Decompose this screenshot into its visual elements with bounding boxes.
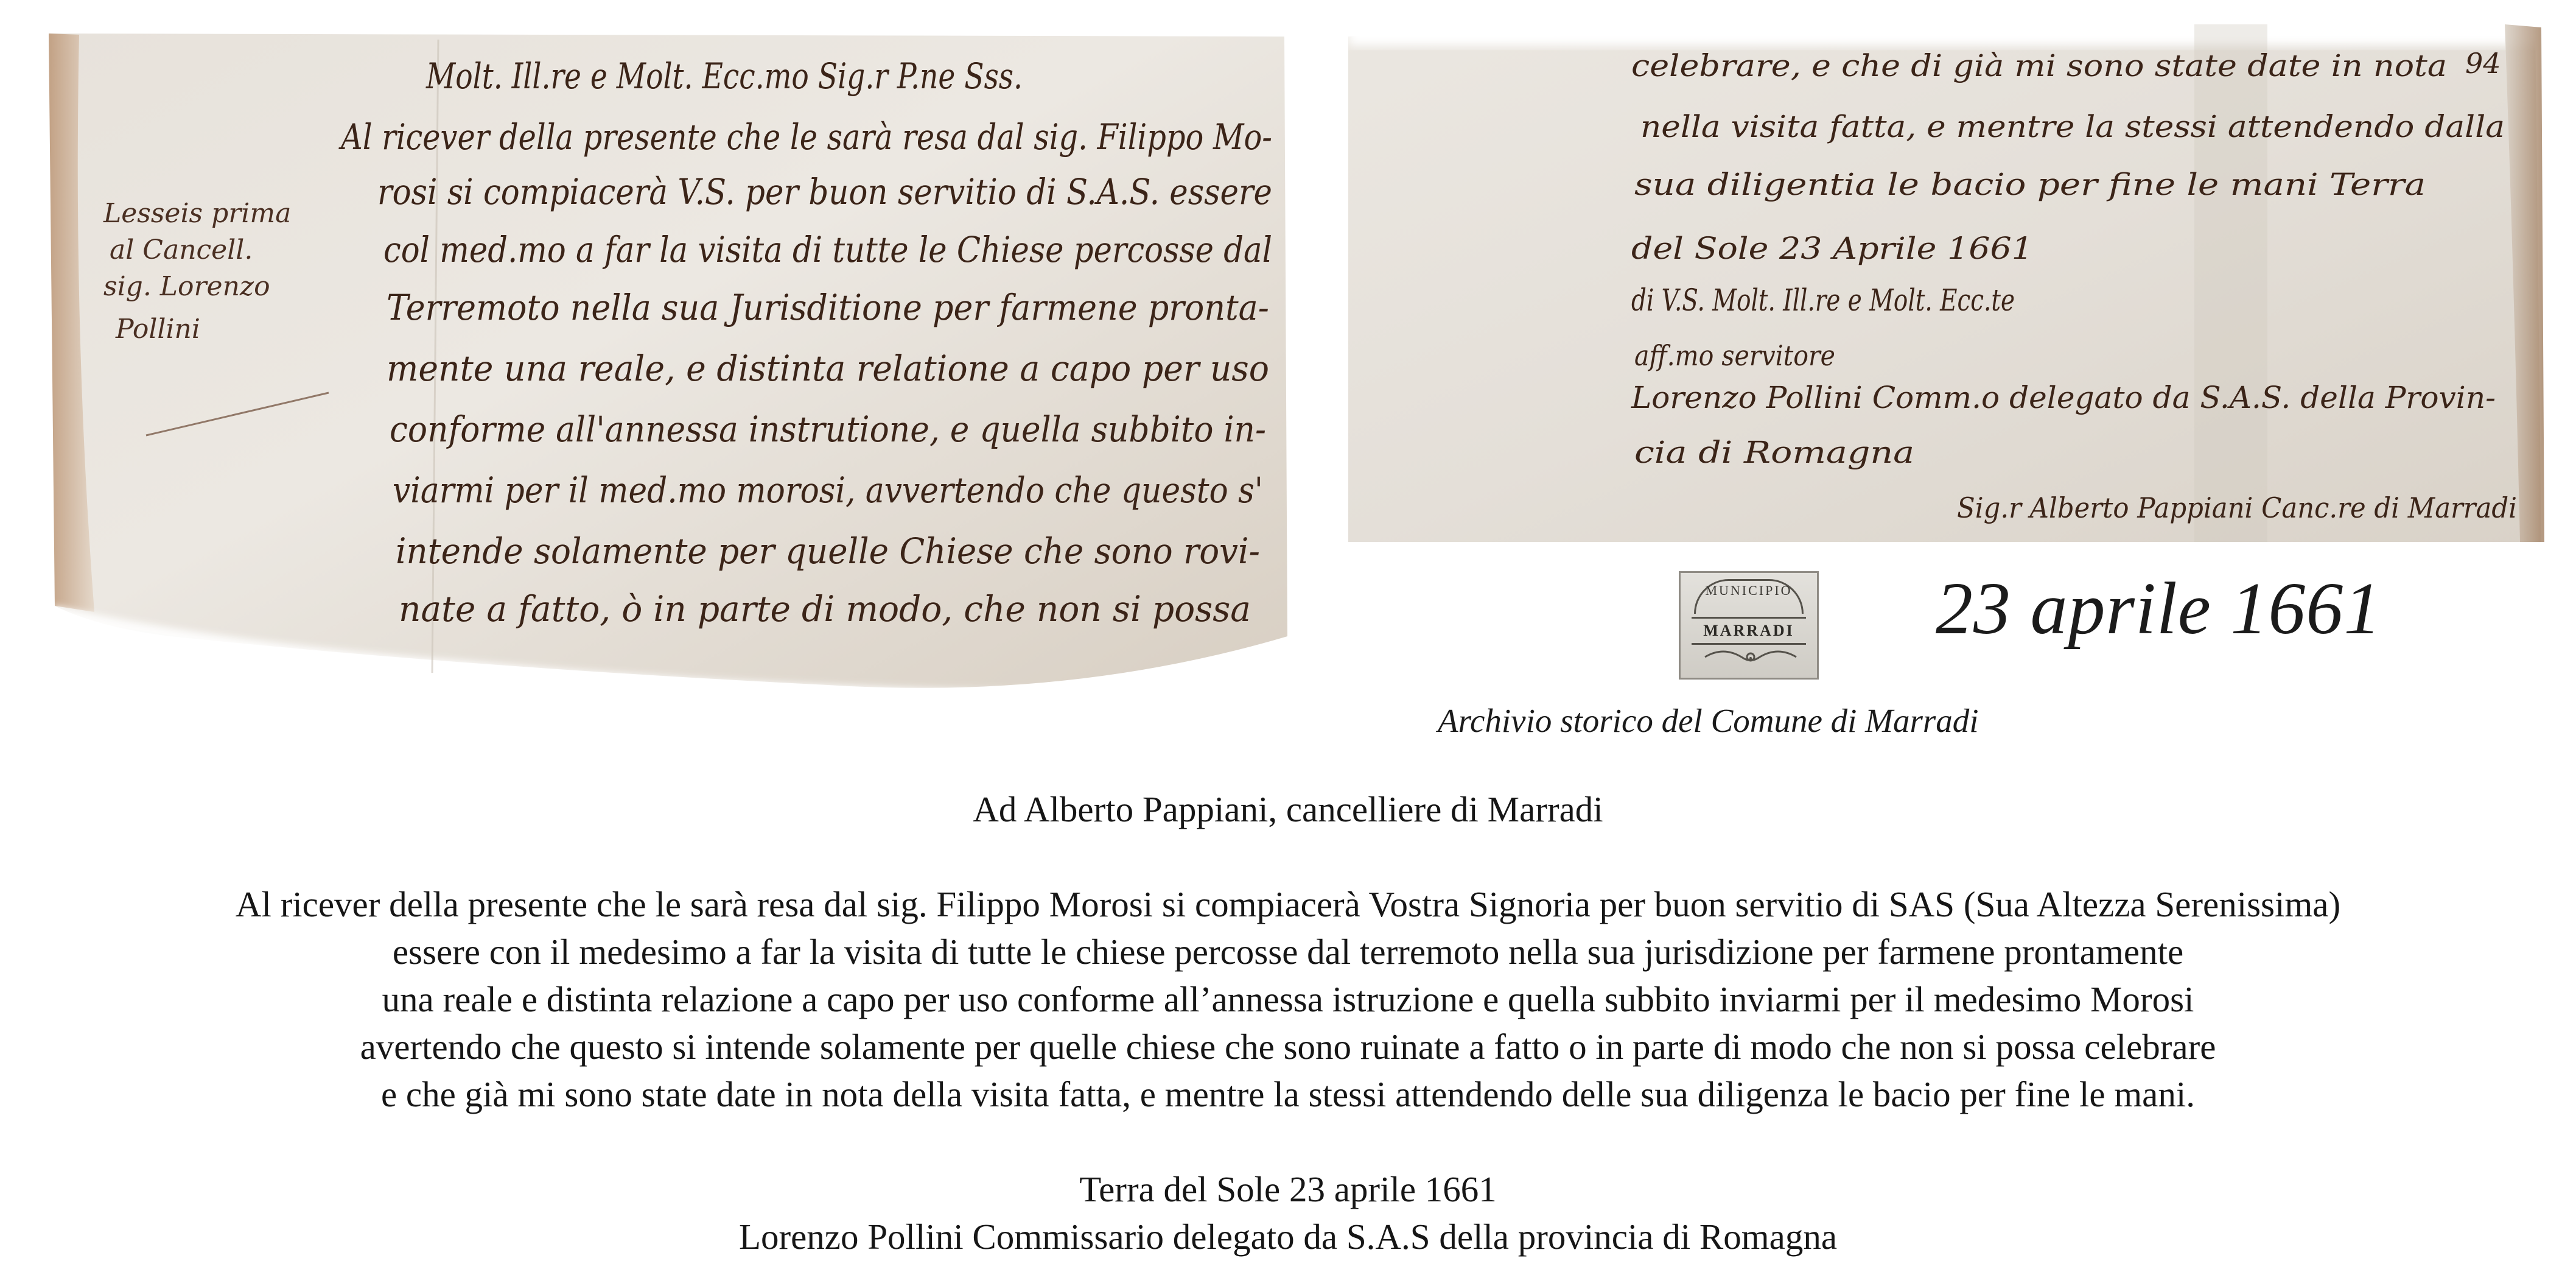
manuscript-right-line-4: del Sole 23 Aprile 1661 <box>1631 231 2033 266</box>
manuscript-left-line-1: Molt. Ill.re e Molt. Ecc.mo Sig.r P.ne Sss. <box>425 55 1023 97</box>
letter-body-line-2: essere con il medesimo a far la visita di tutte le chiese percosse dal terremoto nella sua jurisdizione per farmene prontamente <box>392 932 2184 972</box>
folio-number: 94 <box>2465 47 2501 80</box>
letter-transcription <box>0 785 2576 1260</box>
archive-caption: Archivio storico del Comune di Marradi <box>1438 702 1979 739</box>
letter-signature: Lorenzo Pollini Commissario delegato da S.A.S della provincia di Romagna <box>738 1217 1838 1257</box>
margin-note-line-4: Pollini <box>116 314 200 345</box>
manuscript-left-line-3: rosi si compiacerà V.S. per buon servitio di S.A.S. essere <box>377 171 1272 213</box>
margin-note-line-1: Lesseis prima <box>103 198 292 229</box>
letter-body-line-3: una reale e distinta relazione a capo per uso conforme all’annessa istruzione e quella subbito inviarmi per il medesimo Morosi <box>382 979 2194 1019</box>
manuscript-right-line-3: sua diligentia le bacio per fine le mani Terra <box>1634 167 2426 202</box>
margin-note-line-3: sig. Lorenzo <box>103 271 270 302</box>
manuscript-right-line-9: Sig.r Alberto Pappiani Canc.re di Marradi <box>1957 491 2517 524</box>
letter-body-line-4: avertendo che questo si intende solamente per quelle chiese che sono ruinate a fatto o in parte di modo che non si possa celebrare <box>360 1027 2216 1067</box>
manuscript-right-line-7: Lorenzo Pollini Comm.o delegato da S.A.S. della Provin- <box>1630 380 2496 415</box>
manuscript-left-line-9: intende solamente per quelle Chiese che sono rovi- <box>396 530 1260 572</box>
seal-ornament-icon <box>1681 645 1821 669</box>
margin-note-line-2: al Cancell. <box>110 234 253 265</box>
manuscript-right-line-2: nella visita fatta, e mentre la stessi attendendo dalla <box>1640 109 2505 144</box>
letter-body-line-5: e che già mi sono state date in nota della visita fatta, e mentre la stessi attendendo delle sua diligenza le bacio per fine le mani. <box>380 1074 2196 1114</box>
marradi-municipio-seal <box>1679 571 1819 680</box>
date-heading: 23 aprile 1661 <box>1936 567 2382 650</box>
manuscript-left-line-2: Al ricever della presente che le sarà resa dal sig. Filippo Mo- <box>338 116 1272 158</box>
manuscript-left-line-6: mente una reale, e distinta relatione a capo per uso <box>387 348 1269 389</box>
manuscript-left-image <box>37 27 1290 703</box>
letter-recipient: Ad Alberto Pappiani, cancelliere di Marradi <box>973 789 1603 829</box>
manuscript-right-line-1: celebrare, e che di già mi sono state date in nota <box>1631 48 2447 83</box>
manuscript-left-line-8: viarmi per il med.mo morosi, avvertendo che questo s' <box>393 469 1263 511</box>
manuscript-right-line-5: di V.S. Molt. Ill.re e Molt. Ecc.te <box>1631 283 2015 318</box>
manuscript-left-line-5: Terremoto nella sua Jurisditione per farmene pronta- <box>387 287 1269 328</box>
manuscript-right-image <box>1348 0 2547 542</box>
letter-body-line-1: Al ricever della presente che le sarà resa dal sig. Filippo Morosi si compiacerà Vostra Signoria per buon servitio di SAS (Sua Altezza Serenissima) <box>235 884 2341 924</box>
manuscript-left-line-7: conforme all'annessa instrutione, e quella subbito in- <box>390 409 1266 450</box>
manuscript-right-line-8: cia di Romagna <box>1634 435 1914 470</box>
manuscript-left-line-4: col med.mo a far la visita di tutte le Chiese percosse dal <box>383 229 1272 270</box>
seal-top-text: MUNICIPIO <box>1705 583 1793 598</box>
manuscript-left-page <box>37 27 1290 703</box>
manuscript-right-line-6: aff.mo servitore <box>1634 339 1835 372</box>
manuscript-right-page <box>1348 0 2547 542</box>
seal-main-text: MARRADI <box>1692 617 1806 645</box>
manuscript-left-line-10: nate a fatto, ò in parte di modo, che non si possa <box>399 588 1251 630</box>
letter-place-date: Terra del Sole 23 aprile 1661 <box>1079 1169 1497 1209</box>
